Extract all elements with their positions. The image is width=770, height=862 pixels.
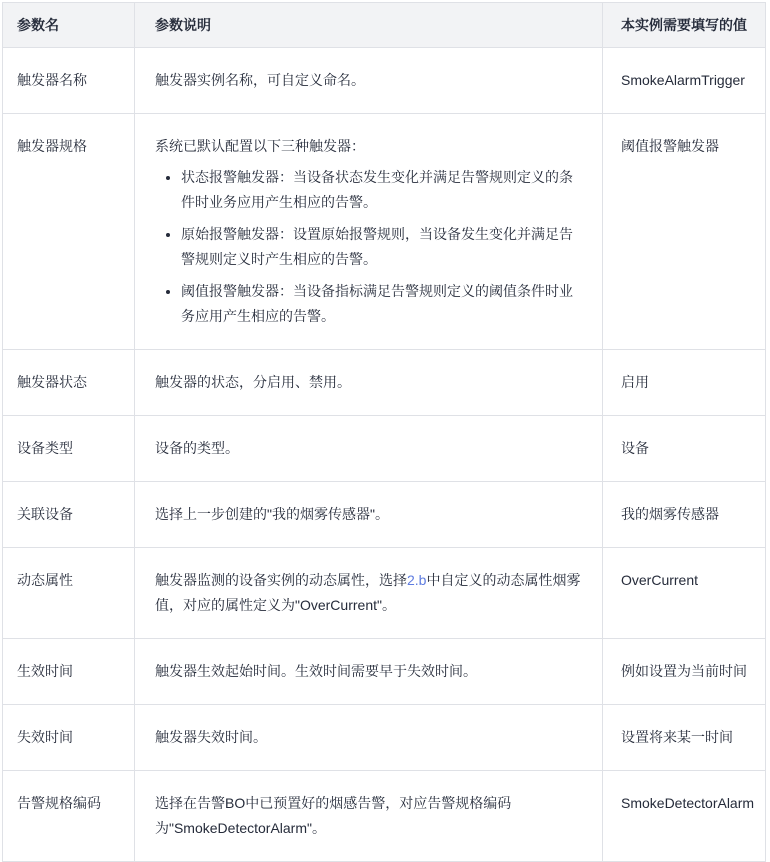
- table-row: [3, 771, 766, 862]
- trigger-types-list: [155, 165, 582, 329]
- param-value-cell: SmokeDetectorAlarm: [603, 771, 766, 862]
- param-desc-cell: 触发器生效起始时间。生效时间需要早于失效时间。: [135, 639, 603, 705]
- table-row: [3, 114, 766, 350]
- table-row: [3, 639, 766, 705]
- parameter-table: [2, 2, 766, 862]
- param-value-cell: 例如设置为当前时间: [603, 639, 766, 705]
- desc-text-before: 触发器监测的设备实例的动态属性，选择: [155, 572, 407, 588]
- column-header-param-name: 参数名: [3, 3, 135, 48]
- link-2b[interactable]: 2.b: [407, 572, 427, 588]
- list-item: • 阈值报警触发器：当设备指标满足告警规则定义的阈值条件时业务应用产生相应的告警。: [181, 279, 582, 329]
- param-desc-cell: 触发器失效时间。: [135, 705, 603, 771]
- param-desc-cell: [135, 114, 603, 350]
- dynamic-attr-desc: [155, 568, 582, 618]
- table-row: [3, 416, 766, 482]
- param-name-cell: 触发器状态: [3, 350, 135, 416]
- param-desc-cell: [135, 548, 603, 639]
- param-desc-cell: 选择上一步创建的"我的烟雾传感器"。: [135, 482, 603, 548]
- param-value-cell: 设置将来某一时间: [603, 705, 766, 771]
- list-item: • 原始报警触发器：设置原始报警规则，当设备发生变化并满足告警规则定义时产生相应的告警。: [181, 222, 582, 272]
- param-name-cell: 触发器规格: [3, 114, 135, 350]
- param-value-cell: OverCurrent: [603, 548, 766, 639]
- table-row: [3, 548, 766, 639]
- param-name-cell: 动态属性: [3, 548, 135, 639]
- param-desc-cell: 触发器实例名称，可自定义命名。: [135, 48, 603, 114]
- param-value-cell: 设备: [603, 416, 766, 482]
- param-value-cell: SmokeAlarmTrigger: [603, 48, 766, 114]
- trigger-types-intro: 系统已默认配置以下三种触发器：: [155, 138, 365, 154]
- param-desc-cell: 触发器的状态，分启用、禁用。: [135, 350, 603, 416]
- param-value-cell: 启用: [603, 350, 766, 416]
- param-name-cell: 设备类型: [3, 416, 135, 482]
- param-value-cell: 阈值报警触发器: [603, 114, 766, 350]
- header-row: [3, 3, 766, 48]
- param-name-cell: 生效时间: [3, 639, 135, 705]
- desc-text-after: 中自定义的动态属性烟雾值，对应的属性定义为"OverCurrent"。: [155, 572, 581, 613]
- column-header-param-value: 本实例需要填写的值: [603, 3, 766, 48]
- list-item: • 状态报警触发器：当设备状态发生变化并满足告警规则定义的条件时业务应用产生相应的告警。: [181, 165, 582, 215]
- param-name-cell: 触发器名称: [3, 48, 135, 114]
- column-header-param-description: 参数说明: [135, 3, 603, 48]
- table-row: [3, 705, 766, 771]
- table-body: [3, 48, 766, 862]
- param-desc-cell: 设备的类型。: [135, 416, 603, 482]
- param-name-cell: 失效时间: [3, 705, 135, 771]
- param-name-cell: 关联设备: [3, 482, 135, 548]
- table-row: [3, 48, 766, 114]
- param-name-cell: 告警规格编码: [3, 771, 135, 862]
- param-desc-cell: 选择在告警BO中已预置好的烟感告警，对应告警规格编码为"SmokeDetectorAlarm"。: [135, 771, 603, 862]
- table-row: [3, 350, 766, 416]
- param-value-cell: 我的烟雾传感器: [603, 482, 766, 548]
- table-header: [3, 3, 766, 48]
- table-row: [3, 482, 766, 548]
